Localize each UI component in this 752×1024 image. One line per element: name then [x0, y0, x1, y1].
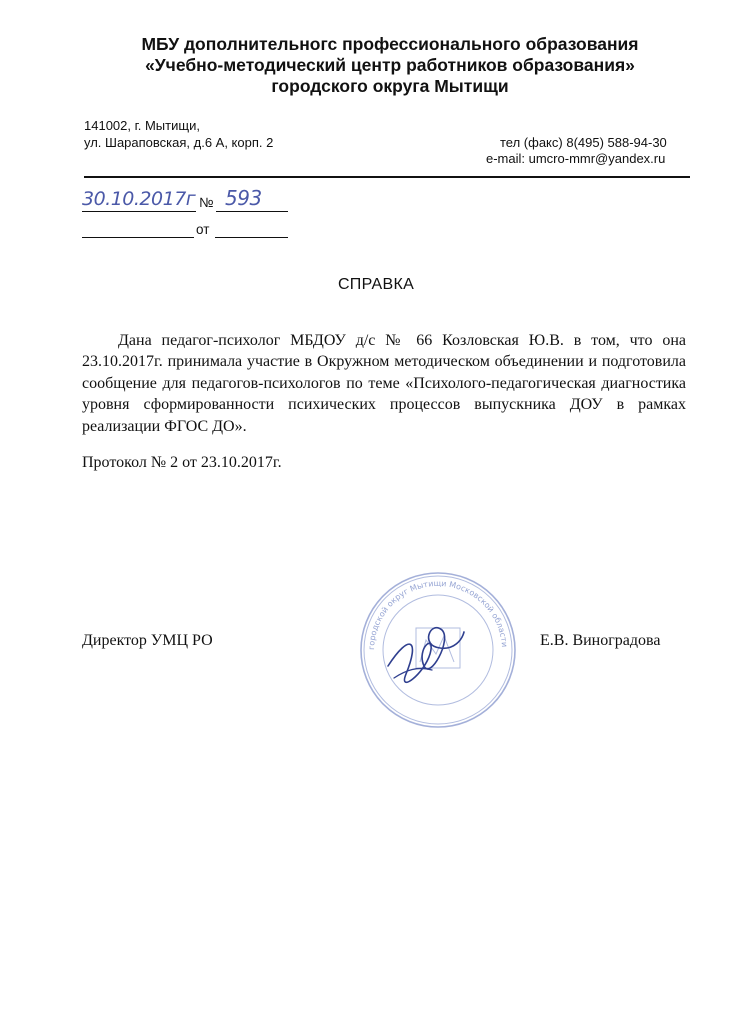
document-title: СПРАВКА	[337, 276, 415, 293]
date-underline	[82, 211, 196, 212]
phone-fax: тел (факс) 8(495) 588-94-30	[500, 135, 667, 150]
official-stamp-icon	[358, 570, 518, 730]
stamp-text: городской округ Мытищи Московской области	[366, 578, 509, 651]
from-underline	[215, 237, 288, 238]
signer-name: Е.В. Виноградова	[540, 632, 661, 649]
org-name-line-1: МБУ дополнительногс профессионального образования	[141, 34, 639, 54]
email-address: e-mail: umcro-mmr@yandex.ru	[486, 151, 666, 166]
handwritten-date: 30.10.2017г	[82, 188, 196, 210]
svg-text:городской округ Мытищи Московс	[367, 579, 509, 650]
address-line-2: ул. Шараповская, д.6 А, корп. 2	[84, 135, 274, 150]
org-name-line-3: городского округа Мытищи	[271, 76, 509, 96]
protocol-line: Протокол № 2 от 23.10.2017г.	[82, 454, 282, 471]
number-underline	[216, 211, 288, 212]
from-label: от	[196, 222, 210, 237]
header-divider	[84, 176, 690, 178]
handwritten-number: 593	[225, 186, 262, 210]
org-name-line-2: «Учебно-методический центр работников образования»	[145, 55, 635, 75]
signer-position: Директор УМЦ РО	[82, 632, 213, 649]
certificate-body: Дана педагог-психолог МБДОУ д/с № 66 Козловская Ю.В. в том, что она 23.10.2017г. принимала участие в Окружном методическом объединении и подготовила сообщение для педагогов-психологов по теме «Психолого-педагогическая диагностика уровня сформированности психических процессов выпускника ДОУ в рамках реализации ФГОС ДО».	[82, 332, 686, 435]
ref-underline	[82, 237, 194, 238]
number-label: №	[199, 195, 214, 210]
address-line-1: 141002, г. Мытищи,	[84, 118, 200, 133]
